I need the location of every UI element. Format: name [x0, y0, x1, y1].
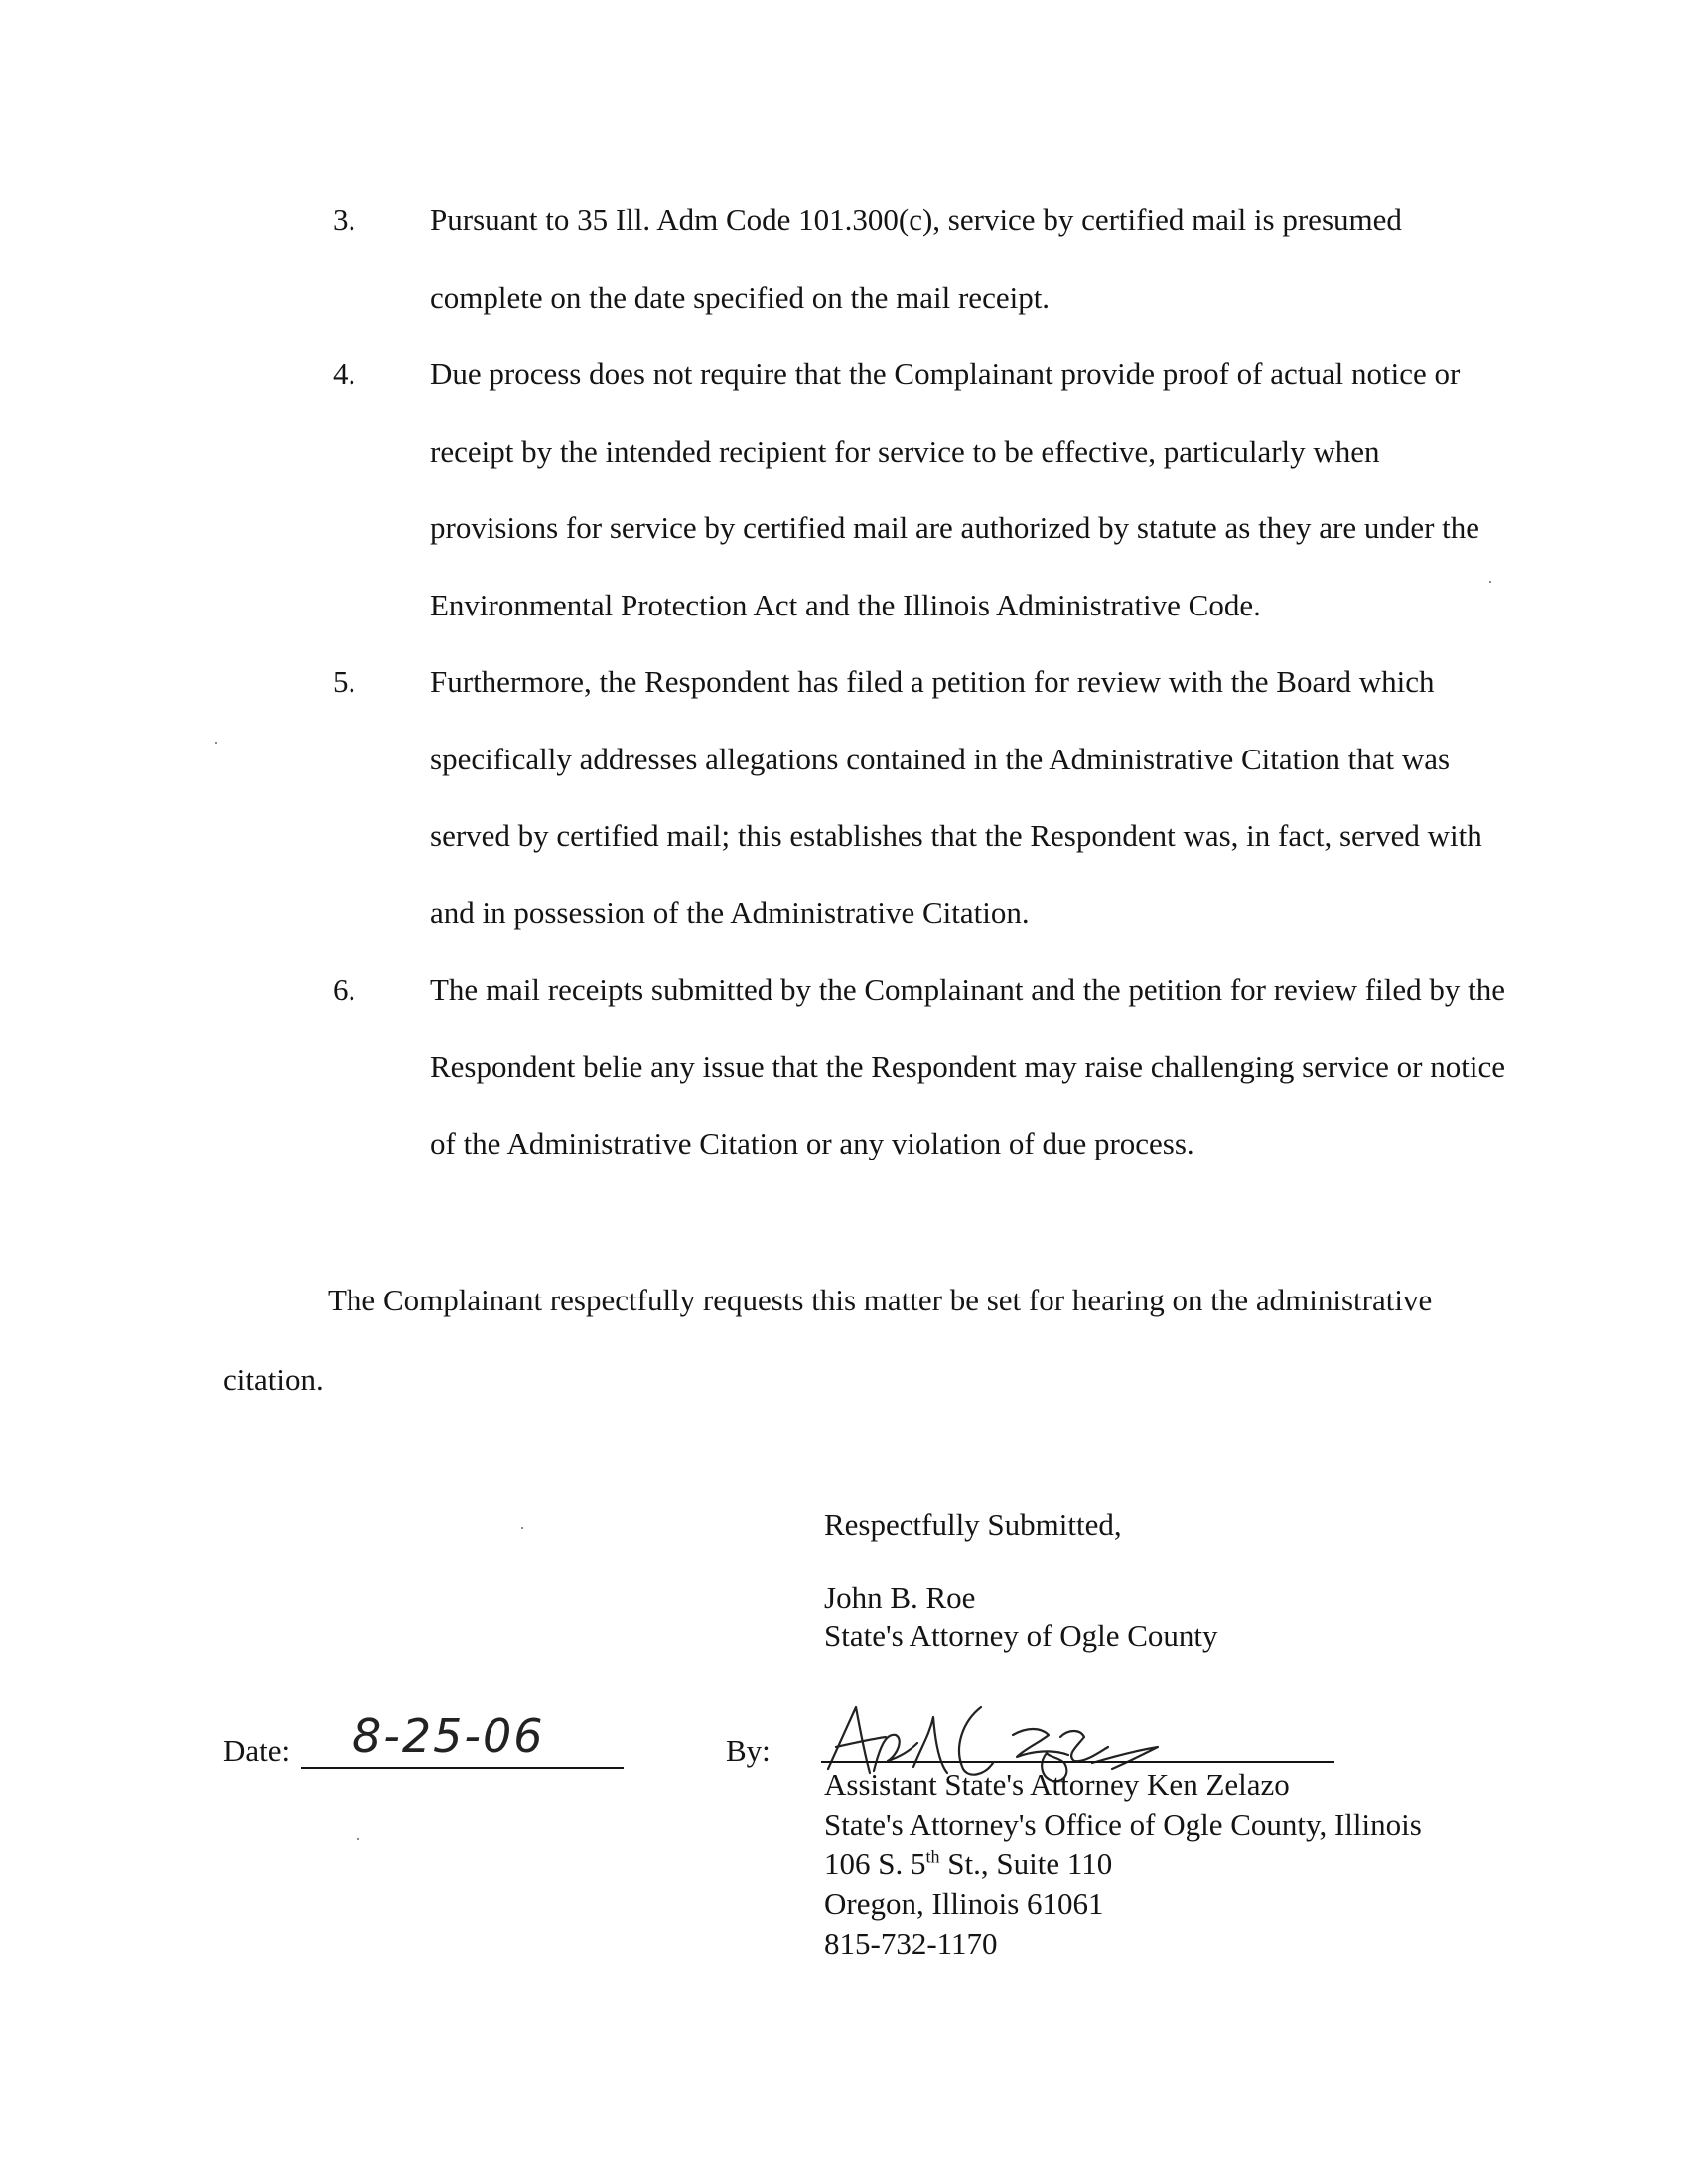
paragraph-number-5: 5. [333, 664, 356, 699]
attorney-name: John B. Roe [824, 1580, 976, 1615]
scan-speck [521, 1527, 523, 1529]
signer-office: State's Attorney's Office of Ogle County, Illinois [824, 1807, 1422, 1842]
street-address-suffix: St., Suite 110 [939, 1846, 1113, 1881]
by-label: By: [726, 1733, 771, 1768]
scan-speck [215, 742, 217, 744]
paragraph-5-text: Furthermore, the Respondent has filed a petition for review with the Board which specifically addresses allegations contained in the Administrative Citation that was served by certified mail; this establishes that the Respondent was, in fact, served with and in possession of the Administrative Citation. [430, 664, 1482, 930]
phone-number: 815-732-1170 [824, 1926, 998, 1961]
date-label: Date: [223, 1733, 291, 1768]
signature-line [821, 1761, 1334, 1763]
handwritten-date: 8-25-06 [352, 1709, 545, 1763]
paragraph-number-3: 3. [333, 203, 356, 237]
scan-speck [1489, 581, 1491, 583]
paragraph-number-6: 6. [333, 972, 356, 1007]
street-address [824, 1844, 1422, 1884]
signer-title: Assistant State's Attorney Ken Zelazo [824, 1767, 1290, 1802]
street-address-prefix: 106 S. 5 [824, 1846, 926, 1881]
street-address-ordinal: th [925, 1846, 940, 1867]
paragraph-6-text: The mail receipts submitted by the Complainant and the petition for review filed by the Respondent belie any issue that the Respondent may raise challenging service or notice of the Administrative Citation or any violation of due process. [430, 972, 1505, 1160]
salutation: Respectfully Submitted, [824, 1507, 1122, 1542]
signer-address-block [824, 1765, 1422, 1964]
paragraph-3-text: Pursuant to 35 Ill. Adm Code 101.300(c), service by certified mail is presumed complete on the date specified on the mail receipt. [430, 203, 1402, 315]
date-line [301, 1767, 624, 1769]
closing-request: The Complainant respectfully requests this matter be set for hearing on the administrative citation. [223, 1283, 1433, 1397]
paragraph-4-text: Due process does not require that the Complainant provide proof of actual notice or receipt by the intended recipient for service to be effective, particularly when provisions for service by certified mail are authorized by statute as they are under the Environmental Protection Act and the Illinois Administrative Code. [430, 356, 1480, 622]
paragraph-number-4: 4. [333, 356, 356, 391]
city-state-zip: Oregon, Illinois 61061 [824, 1886, 1104, 1921]
scan-speck [357, 1838, 359, 1840]
attorney-office: State's Attorney of Ogle County [824, 1618, 1218, 1653]
